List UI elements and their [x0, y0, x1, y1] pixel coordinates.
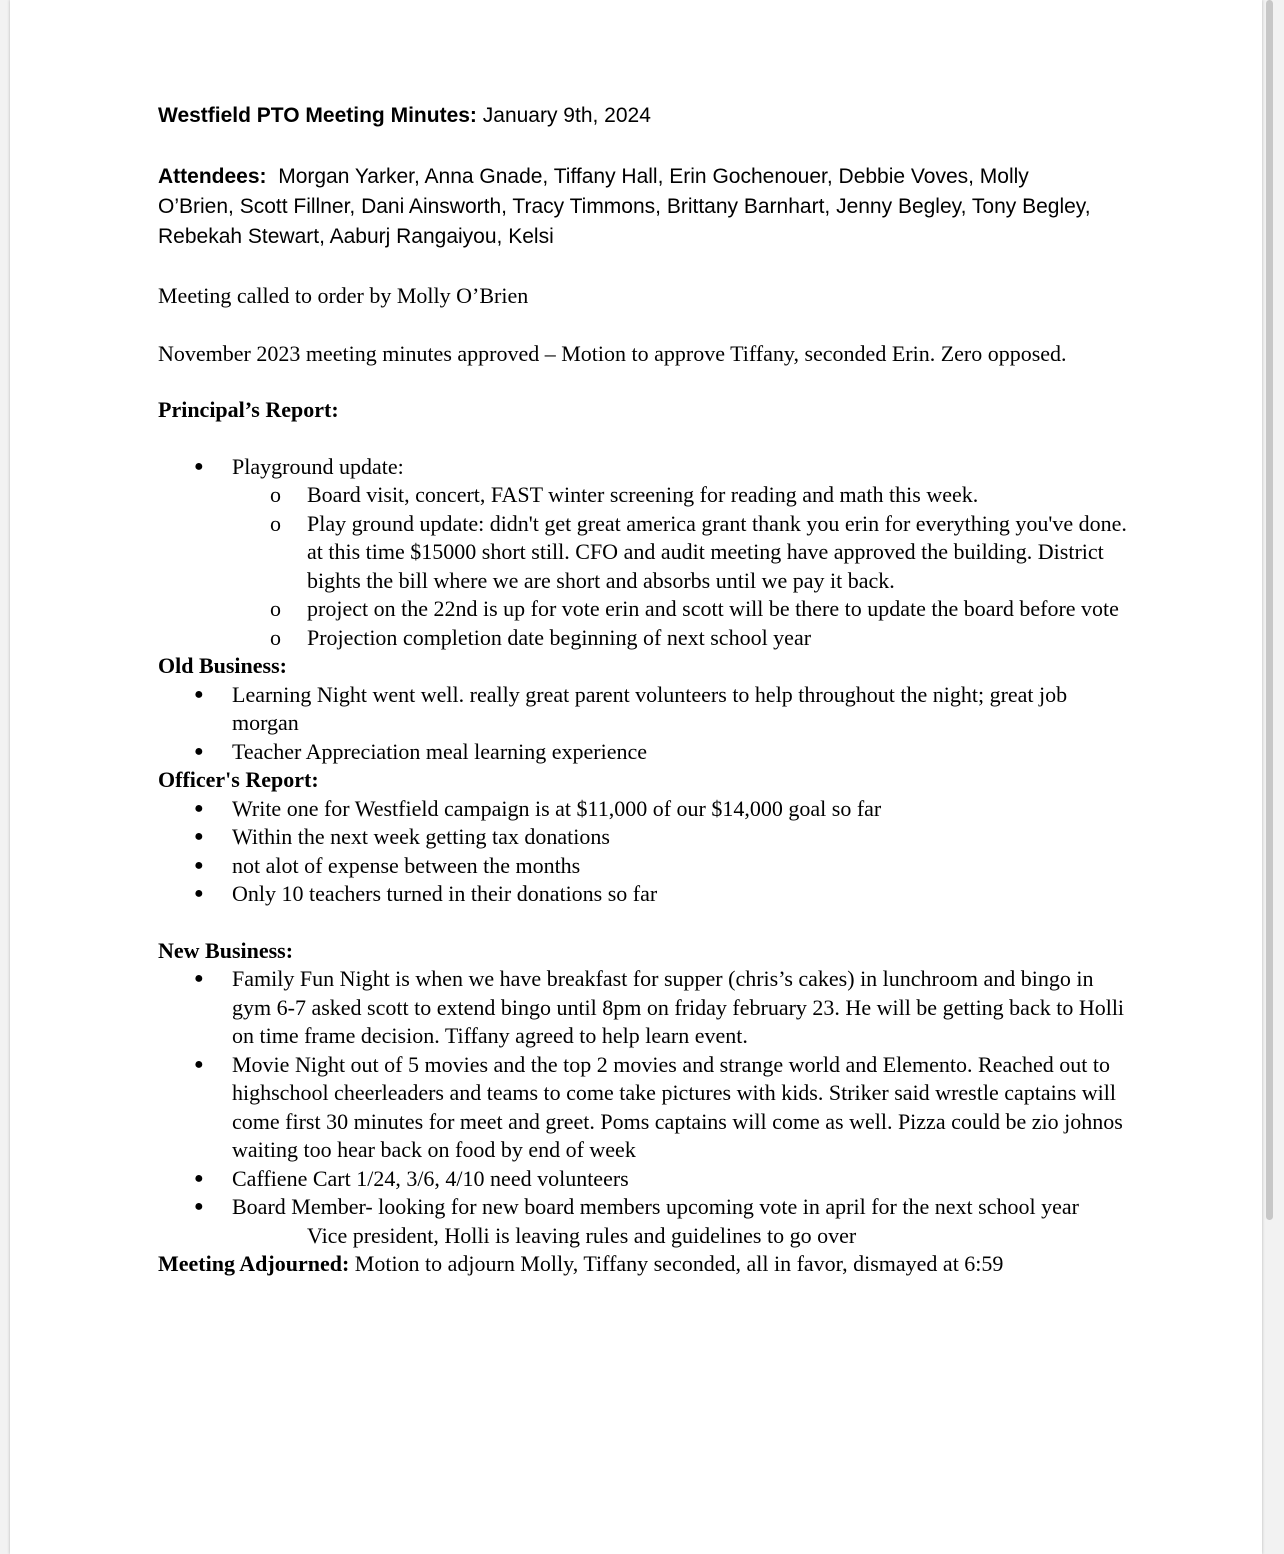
list-item: ● Write one for Westfield campaign is at $11,000 of our $14,000 goal so far	[158, 795, 1138, 824]
sub-list-item: o Board visit, concert, FAST winter screening for reading and math this week.	[158, 481, 1138, 510]
adjourned-text: Motion to adjourn Molly, Tiffany seconded, all in favor, dismayed at 6:59	[354, 1251, 1004, 1276]
sub-list-item: o project on the 22nd is up for vote erin and scott will be there to update the board before vote	[158, 595, 1138, 624]
list-item: ● Only 10 teachers turned in their donations so far	[158, 880, 1138, 909]
list-item	[158, 453, 1138, 482]
old-business-list	[158, 681, 1138, 767]
list-item: ● Learning Night went well. really great parent volunteers to help throughout the night; great job morgan	[158, 681, 1138, 738]
vertical-scrollbar[interactable]	[1266, 0, 1273, 1220]
list-item: ● not alot of expense between the months	[158, 852, 1138, 881]
attendees-paragraph	[158, 162, 1093, 252]
new-business-heading: New Business:	[158, 937, 294, 963]
list-item: ● Within the next week getting tax donations	[158, 823, 1138, 852]
title-label: Westfield PTO Meeting Minutes:	[158, 104, 477, 127]
principal-report-list	[158, 453, 1138, 482]
called-to-order: Meeting called to order by Molly O’Brien	[158, 283, 529, 308]
document-title	[158, 101, 1138, 131]
list-item: ● Board Member- looking for new board members upcoming vote in april for the next school year	[158, 1193, 1138, 1222]
meeting-date: January 9th, 2024	[482, 104, 651, 127]
new-business-list	[158, 965, 1138, 1222]
officers-report-heading: Officer's Report:	[158, 767, 319, 792]
meeting-adjourned	[158, 1250, 1138, 1279]
vice-president-note: Vice president, Holli is leaving rules and guidelines to go over	[307, 1222, 857, 1248]
officers-report-list	[158, 795, 1138, 909]
sub-list-item: o Play ground update: didn't get great america grant thank you erin for everything you've done. at this time $15000 short still. CFO and audit meeting have approved the building. District bights the bill where we are short and absorbs until we pay it back.	[158, 510, 1138, 596]
playground-sublist	[158, 481, 1138, 652]
attendees-label: Attendees:	[158, 165, 267, 188]
adjourned-label: Meeting Adjourned:	[158, 1251, 350, 1276]
playground-update-label: Playground update:	[232, 453, 404, 479]
list-item: ● Caffiene Cart 1/24, 3/6, 4/10 need volunteers	[158, 1165, 1138, 1194]
document-content	[158, 100, 1138, 1279]
document-page	[10, 0, 1262, 1554]
sub-list-item: o Projection completion date beginning of next school year	[158, 624, 1138, 653]
list-item: ● Family Fun Night is when we have breakfast for supper (chris’s cakes) in lunchroom and bingo in gym 6-7 asked scott to extend bingo until 8pm on friday february 23. He will be getting back to Holli on time frame decision. Tiffany agreed to help learn event.	[158, 965, 1138, 1051]
principal-report-heading: Principal’s Report:	[158, 397, 339, 422]
list-item: ● Teacher Appreciation meal learning experience	[158, 738, 1138, 767]
list-item: ● Movie Night out of 5 movies and the top 2 movies and strange world and Elemento. Reached out to highschool cheerleaders and teams to come take pictures with kids. Striker said wrestle captains will come first 30 minutes for meet and greet. Poms captains will come as well. Pizza could be zio johnos waiting too hear back on food by end of week	[158, 1051, 1138, 1165]
old-business-heading: Old Business:	[158, 653, 287, 678]
minutes-approved: November 2023 meeting minutes approved – Motion to approve Tiffany, seconded Erin. Zero opposed.	[158, 340, 1067, 366]
attendees-names: Morgan Yarker, Anna Gnade, Tiffany Hall, Erin Gochenouer, Debbie Voves, Molly O’Brien, Scott Fillner, Dani Ainsworth, Tracy Timmons, Brittany Barnhart, Jenny Begley, Tony Begley, Rebekah Stewart, Aaburj Rangaiyou, Kelsi	[158, 165, 1091, 248]
